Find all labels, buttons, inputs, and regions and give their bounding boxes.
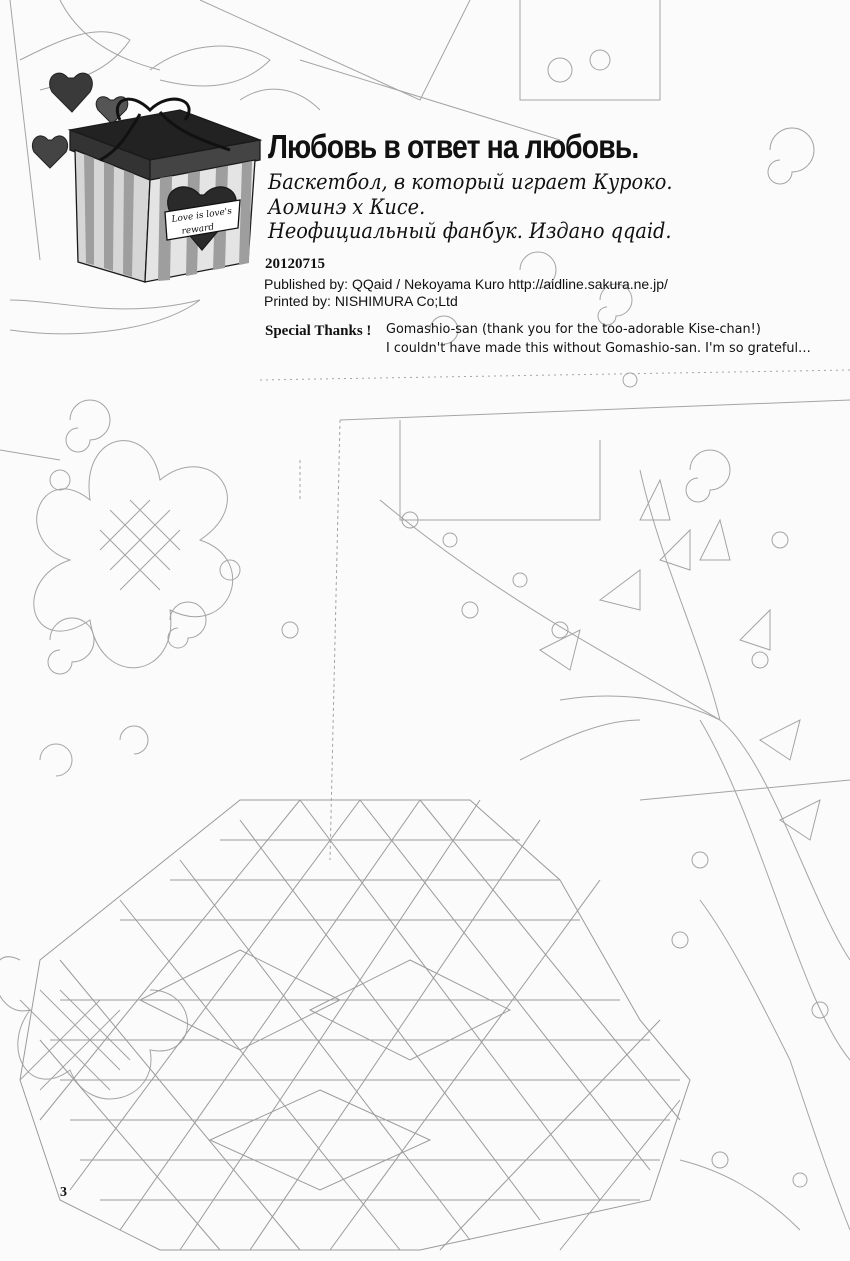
heart-text-1: Love is love's [171, 206, 233, 225]
heart-text-2: reward [181, 222, 215, 237]
special-thanks-label: Special Thanks ! [265, 323, 372, 339]
printer-line: Printed by: NISHIMURA Co;Ltd [264, 293, 458, 309]
book-title: Любовь в ответ на любовь. [268, 128, 639, 165]
page-number: 3 [60, 1185, 67, 1200]
thanks-line-2: I couldn't have made this without Gomashio-san. I'm so grateful… [386, 340, 811, 356]
gift-box-illustration [70, 99, 260, 282]
publisher-line: Published by: QQaid / Nekoyama Kuro http://aidline.sakura.ne.jp/ [264, 276, 668, 292]
publication-date: 20120715 [265, 256, 325, 272]
subtitle-line-3: Неофициальный фанбук. Издано qqaid. [268, 219, 672, 243]
leafy-branch-motif [380, 470, 850, 1230]
pattern-sheet-edge [10, 0, 40, 260]
subtitle-line-1: Баскетбол, в который играет Куроко. [268, 170, 673, 194]
subtitle-line-2: Аоминэ х Кисе. [268, 195, 426, 219]
thanks-line-1: Gomashio-san (thank you for the too-adorable Kise-chan!) [386, 321, 761, 337]
crochet-doily-pattern [20, 800, 690, 1250]
